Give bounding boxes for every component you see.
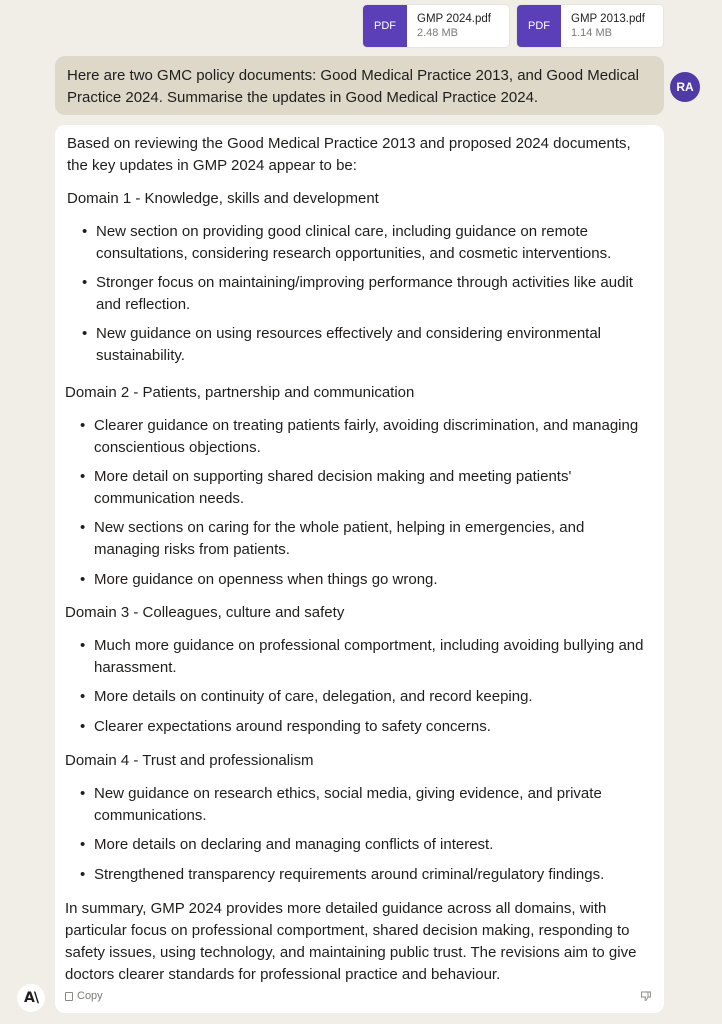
domain-4-heading: Domain 4 - Trust and professionalism <box>65 752 314 769</box>
list-item: • More guidance on openness when things go wrong. <box>94 569 438 591</box>
domain-3-heading: Domain 3 - Colleagues, culture and safety <box>65 604 345 621</box>
attachment-gmp-2024[interactable] <box>363 5 509 47</box>
list-item-line: conscientious objections. <box>94 439 261 456</box>
list-item-line: • New section on providing good clinical care, including guidance on remote <box>96 223 588 240</box>
intro-line: Based on reviewing the Good Medical Practice 2013 and proposed 2024 documents, <box>67 135 631 152</box>
list-item-line: • New guidance on research ethics, social media, giving evidence, and private <box>94 785 602 802</box>
summary-line: safety issues, using technology, and maintaining public trust. The revisions aim to give <box>65 944 637 961</box>
attachment-filename: GMP 2013.pdf <box>571 13 645 25</box>
list-item-line: • Clearer guidance on treating patients fairly, avoiding discrimination, and managing <box>94 417 639 434</box>
list-item-line: consultations, considering research opportunities, and cosmetic interventions. <box>96 245 612 262</box>
list-item <box>96 272 633 316</box>
copy-icon <box>65 992 73 1001</box>
list-item: • Strengthened transparency requirements around criminal/regulatory findings. <box>94 864 604 886</box>
list-item-line: and reflection. <box>96 296 191 313</box>
attachment-gmp-2013[interactable] <box>517 5 663 47</box>
thumbs-down-icon[interactable] <box>640 990 652 1002</box>
list-item <box>96 221 611 265</box>
intro-line: the key updates in GMP 2024 appear to be: <box>67 157 357 174</box>
list-item-line: communication needs. <box>94 490 245 507</box>
domain-2-heading: Domain 2 - Patients, partnership and communication <box>65 384 415 401</box>
summary-line: In summary, GMP 2024 provides more detailed guidance across all domains, with <box>65 900 607 917</box>
summary-line: particular focus on professional comportment, shared decision making, responding to <box>65 922 630 939</box>
list-item <box>94 415 638 459</box>
list-item: • Clearer expectations around responding to safety concerns. <box>94 716 491 738</box>
list-item <box>94 517 584 561</box>
user-message-line: Here are two GMC policy documents: Good Medical Practice 2013, and Good Medical <box>67 67 639 84</box>
list-item <box>94 783 602 827</box>
list-item-line: • New sections on caring for the whole patient, helping in emergencies, and <box>94 519 585 536</box>
list-item-line: sustainability. <box>96 347 185 364</box>
list-item-line: harassment. <box>94 659 177 676</box>
attachment-filesize: 2.48 MB <box>417 27 458 39</box>
attachment-filesize: 1.14 MB <box>571 27 612 39</box>
pdf-badge: PDF <box>517 5 561 47</box>
list-item: • More details on declaring and managing conflicts of interest. <box>94 834 493 856</box>
anthropic-logo: A\ <box>17 984 45 1012</box>
copy-label: Copy <box>77 990 103 1002</box>
user-message <box>55 56 664 115</box>
list-item-line: • New guidance on using resources effectively and considering environmental <box>96 325 602 342</box>
summary-line: doctors clearer standards for professional practice and behaviour. <box>65 966 501 983</box>
list-item-line: managing risks from patients. <box>94 541 290 558</box>
attachment-filename: GMP 2024.pdf <box>417 13 491 25</box>
list-item-line: • More detail on supporting shared decision making and meeting patients' <box>94 468 572 485</box>
copy-button[interactable] <box>65 990 103 1002</box>
list-item <box>94 466 571 510</box>
list-item: • More details on continuity of care, delegation, and record keeping. <box>94 686 533 708</box>
domain-1-heading: Domain 1 - Knowledge, skills and development <box>67 190 379 207</box>
list-item-line: communications. <box>94 807 207 824</box>
pdf-badge: PDF <box>363 5 407 47</box>
list-item <box>94 635 644 679</box>
list-item <box>96 323 601 367</box>
list-item-line: • Stronger focus on maintaining/improving performance through activities like audit <box>96 274 633 291</box>
user-avatar[interactable]: RA <box>670 72 700 102</box>
attachments-row <box>363 5 663 47</box>
user-message-line: Practice 2024. Summarise the updates in Good Medical Practice 2024. <box>67 89 539 106</box>
list-item-line: • Much more guidance on professional comportment, including avoiding bullying and <box>94 637 644 654</box>
